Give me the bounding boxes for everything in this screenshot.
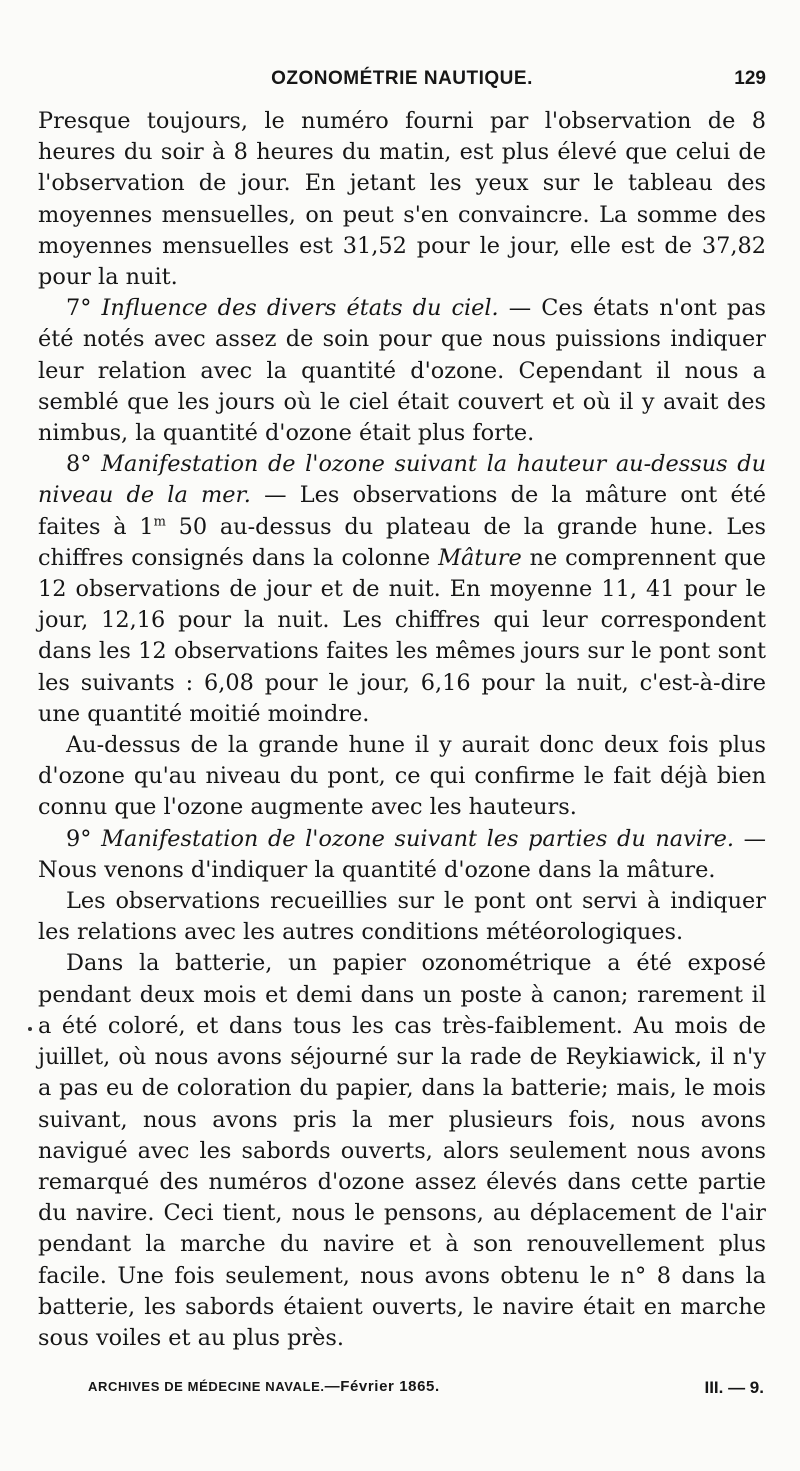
signature-mark: III. — 9. [704,1378,764,1397]
paragraph-text: 50 au-dessus du plateau de la grande hune. Les chiffres consignés dans la colonne [38,513,766,571]
unit-superscript: m [153,514,166,530]
section-number: 9° [66,825,92,852]
paragraph-text: ne comprennent que 12 observations de jour et de nuit. En moyenne 11, 41 pour le jour, 12,16 pour la nuit. Les chiffres qui leur correspondent dans les 12 observations faites les mêmes jours sur le pont sont les suivants : 6,08 pour le jour, 6,16 pour la nuit, c'est-à-dire une quantité moitié moindre. [38,544,766,727]
paragraph-1: Presque toujours, le numéro fourni par l'observation de 8 heures du soir à 8 heures du matin, est plus élevé que celui de l'observation de jour. En jetant les yeux sur le tableau des moyennes mensuelles, on peut s'en convaincre. La somme des moyennes mensuelles est 31,52 pour le jour, elle est de 37,82 pour la nuit. [38,108,766,291]
page-footer [88,1378,764,1406]
paragraph-text: — Les observations de la mâture ont été faites à 1 [38,482,766,540]
paragraph-7-influence [38,293,766,449]
paragraph-text: — Ces états n'ont pas été notés avec assez de soin pour que nous puissions indiquer leur relation avec la quantité d'ozone. Cependant il nous a semblé que les jours où le ciel était couvert et où il y avait des nimbus, la quantité d'ozone était plus forte. [38,295,766,447]
section-heading: Manifestation de l'ozone suivant les parties du navire. [101,825,734,852]
paragraph-text: — Nous venons d'indiquer la quantité d'ozone dans la mâture. [38,825,766,883]
section-heading: Manifestation de l'ozone suivant la hauteur au-dessus du niveau de la mer. [38,451,766,509]
column-name: Mâture [438,544,522,571]
paragraph-8-hauteur [38,449,766,730]
paragraph-hune: Au-dessus de la grande hune il y aurait donc deux fois plus d'ozone qu'au niveau du pont, ce qui confirme le fait déjà bien connu que l'ozone augmente avec les hauteurs. [38,732,766,821]
section-number: 8° [66,451,92,478]
margin-speck [28,1027,32,1031]
footer-journal [88,1378,440,1395]
paragraph-pont: Les observations recueillies sur le pont ont servi à indiquer les relations avec les autres conditions météorologiques. [38,888,766,946]
paragraph-batterie: Dans la batterie, un papier ozonométrique a été exposé pendant deux mois et demi dans un poste à canon; rarement il a été coloré, et dans tous les cas très-faiblement. Au mois de juillet, où nous avons séjourné sur la rade de Reykiawick, il n'y a pas eu de coloration du papier, dans la batterie; mais, le mois suivant, nous avons pris la mer plusieurs fois, nous avons navigué avec les sabords ouverts, alors seulement nous avons remarqué des numéros d'ozone assez élevés dans cette partie du navire. Ceci tient, nous le pensons, au déplacement de l'air pendant la marche du navire et à son renouvellement plus facile. Une fois seulement, nous avons obtenu le n° 8 dans la batterie, les sabords étaient ouverts, le navire était en marche sous voiles et au plus près. [38,950,766,1351]
section-number: 7° [66,295,92,322]
body-text [38,106,766,1354]
running-head [38,68,766,98]
page-title: OZONOMÉTRIE NAUTIQUE. [271,68,533,89]
journal-date: —Février 1865. [324,1378,440,1395]
journal-name: ARCHIVES DE MÉDECINE NAVALE. [88,1379,325,1394]
page-number: 129 [734,68,766,89]
paragraph-9-navire [38,824,766,886]
section-heading: Influence des divers états du ciel. [101,295,499,322]
